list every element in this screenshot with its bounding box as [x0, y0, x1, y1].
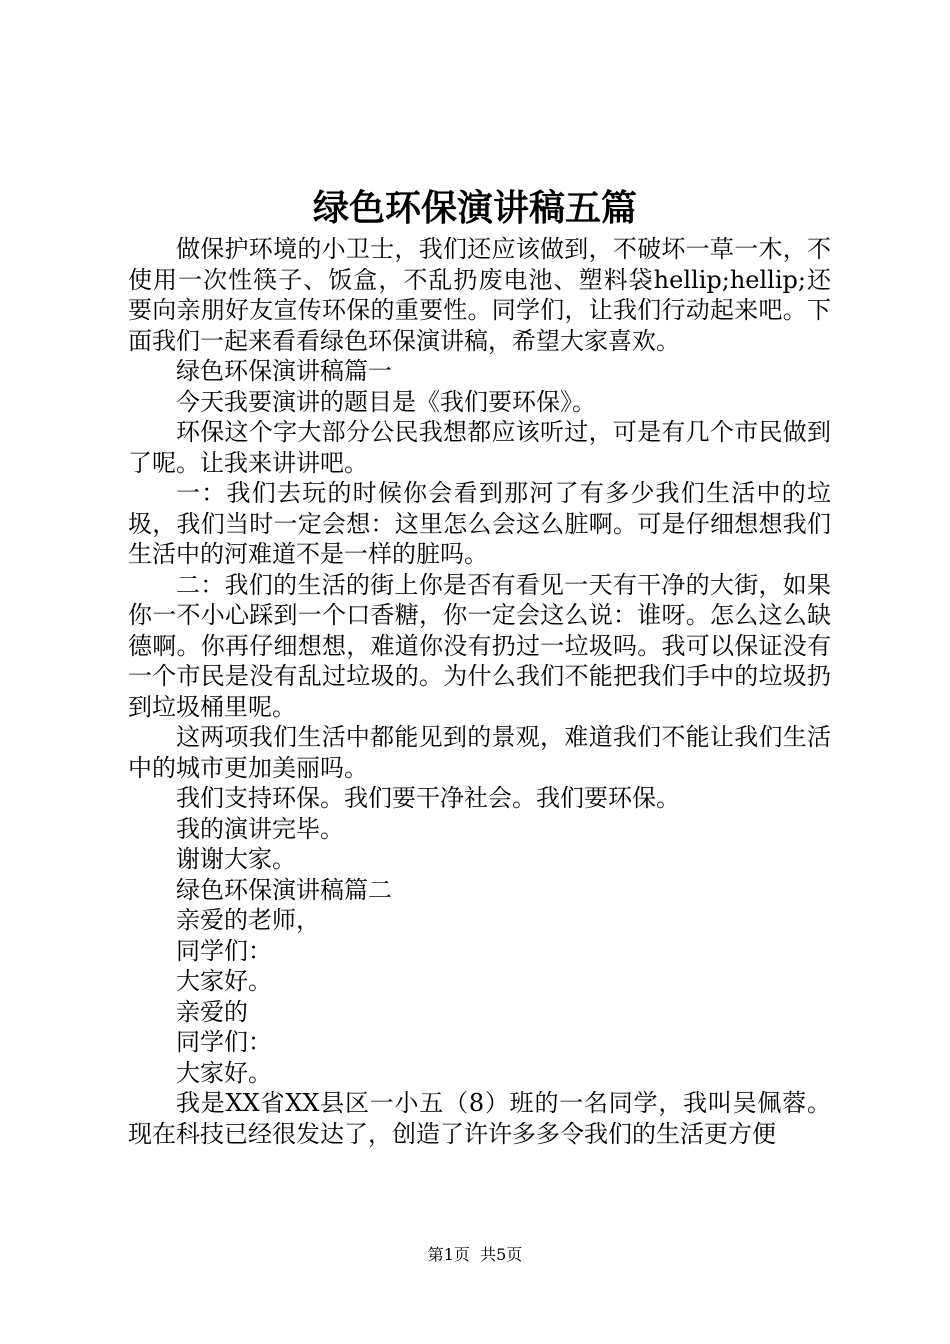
- greeting-line: 亲爱的: [176, 997, 248, 1026]
- body-paragraph: 谢谢大家。: [176, 845, 296, 873]
- greeting-line: 同学们：: [176, 1028, 272, 1056]
- page-total: 共5页: [480, 1245, 523, 1264]
- body-paragraph: 我是XX省XX县区一小五（8）班的一名同学，我叫吴佩蓉。现在科技已经很发达了，创造了许许多多令我们的生活更方便: [128, 1089, 831, 1148]
- body-paragraph: 这两项我们生活中都能见到的景观，难道我们不能让我们生活中的城市更加美丽吗。: [128, 723, 831, 782]
- page-number: 第1页: [427, 1245, 470, 1264]
- document-body: [128, 234, 831, 1149]
- page-footer: [0, 1244, 950, 1266]
- page-title: 绿色环保演讲稿五篇: [312, 187, 637, 229]
- section-heading-2: 绿色环保演讲稿篇二: [176, 875, 392, 904]
- body-paragraph: 二：我们的生活的街上你是否有看见一天有干净的大街，如果你一不小心踩到一个口香糖，你一定会这么说：谁呀。怎么这么缺德啊。你再仔细想想，难道你没有扔过一垃圾吗。我可以保证没有一个市民是没有乱过垃圾的。为什么我们不能把我们手中的垃圾扔到垃圾桶里呢。: [128, 570, 831, 721]
- greeting-line: 同学们：: [176, 936, 272, 965]
- greeting-line: 大家好。: [176, 1058, 272, 1087]
- body-paragraph: 一：我们去玩的时候你会看到那河了有多少我们生活中的垃圾，我们当时一定会想：这里怎么会这么脏啊。可是仔细想想我们生活中的河难道不是一样的脏吗。: [128, 479, 831, 568]
- body-paragraph: 今天我要演讲的题目是《我们要环保》。: [176, 387, 596, 416]
- greeting-line: 大家好。: [176, 967, 272, 995]
- section-heading-1: 绿色环保演讲稿篇一: [176, 357, 392, 385]
- greeting-line: 亲爱的老师，: [176, 906, 320, 934]
- body-paragraph: 环保这个字大部分公民我想都应该听过，可是有几个市民做到了呢。让我来讲讲吧。: [128, 418, 831, 477]
- body-paragraph: 我们支持环保。我们要干净社会。我们要环保。: [176, 784, 680, 812]
- intro-paragraph: 做保护环境的小卫士，我们还应该做到，不破坏一草一木，不使用一次性筷子、饭盒，不乱扔废电池、塑料袋hellip;hellip;还要向亲朋好友宣传环保的重要性。同学们，让我们行动起来吧。下面我们一起来看看绿色环保演讲稿，希望大家喜欢。: [128, 235, 831, 355]
- body-paragraph: 我的演讲完毕。: [176, 814, 344, 843]
